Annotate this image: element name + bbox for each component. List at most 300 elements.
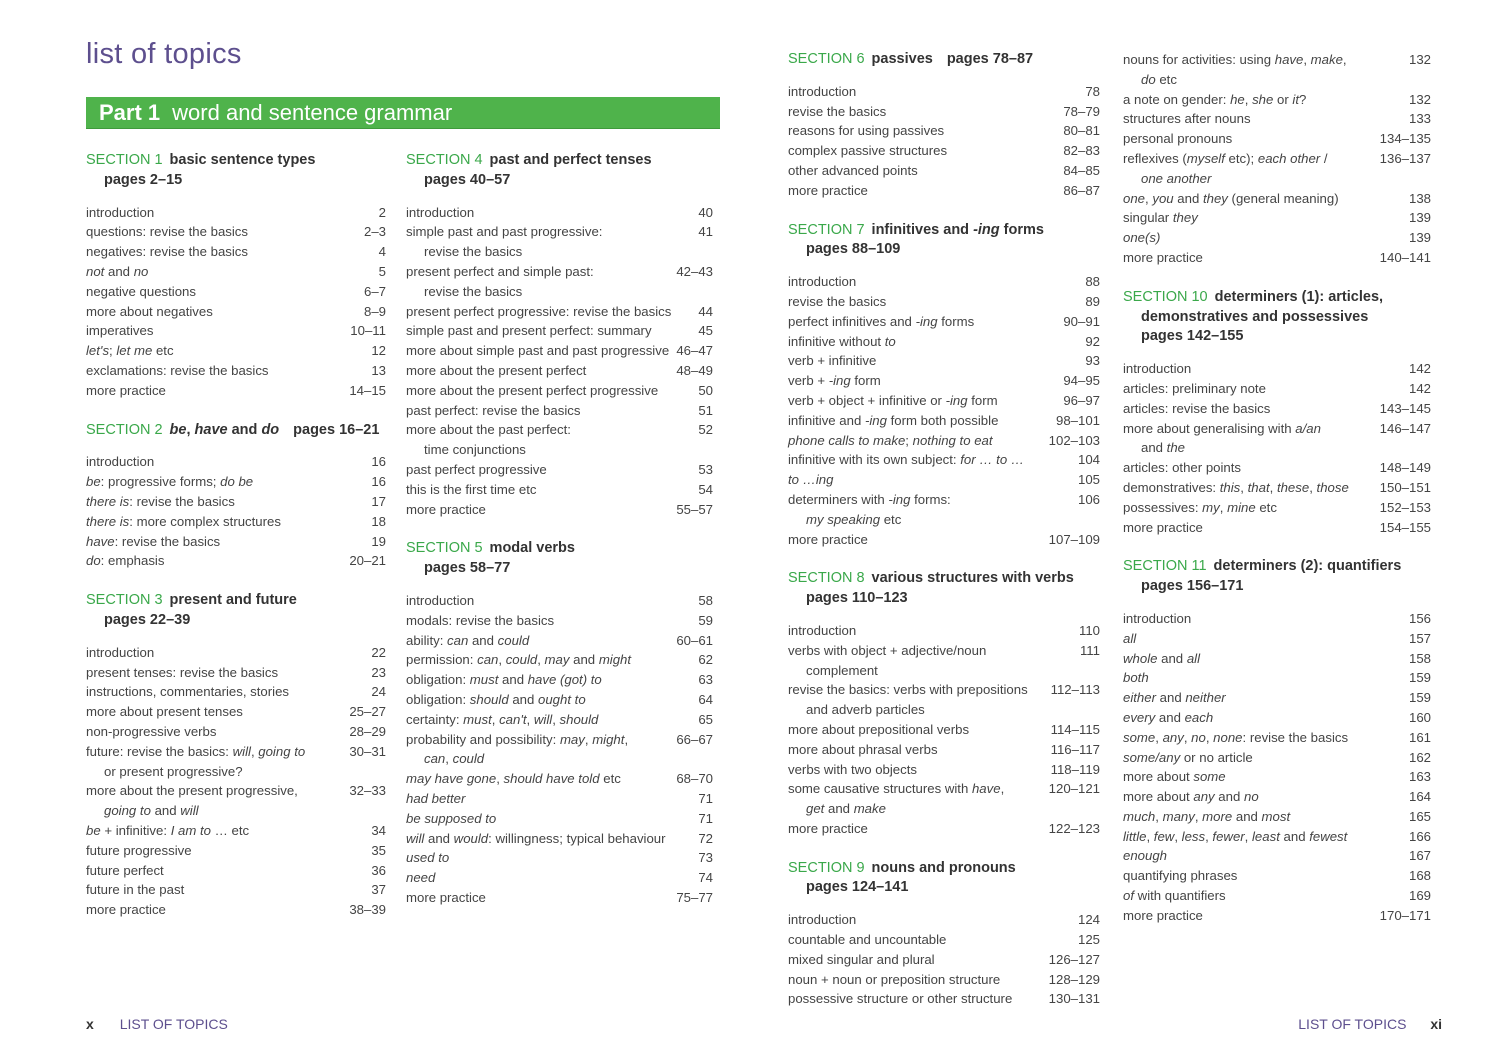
toc-entry (406, 730, 713, 770)
entry-topic: introduction (86, 204, 155, 220)
toc-entry (86, 643, 386, 663)
toc-entry (788, 970, 1100, 990)
toc-column-1 (86, 151, 386, 920)
toc-entry (788, 272, 1100, 292)
entry-page: 36 (371, 862, 386, 878)
entry-page: 52 (698, 422, 713, 438)
entry-page: 12 (371, 343, 386, 359)
page-number-right: xi (1430, 1016, 1442, 1032)
toc-entry (406, 361, 713, 381)
entry-topic: more about the present perfect (406, 362, 587, 378)
toc-entry (788, 989, 1100, 1009)
toc-entry (1123, 518, 1431, 538)
entry-topic: present perfect and simple past: revise the basics (406, 262, 676, 302)
toc-entry (788, 760, 1100, 780)
toc-entry (1123, 807, 1431, 827)
entry-topic: there is: more complex structures (86, 513, 281, 529)
entry-page: 64 (698, 691, 713, 707)
entry-topic: introduction (788, 912, 857, 928)
entry-topic: future progressive (86, 842, 192, 858)
toc-entry (406, 222, 713, 262)
toc-entry (406, 591, 713, 611)
section-title: modal verbs (489, 540, 575, 557)
section-heading (86, 421, 386, 441)
toc-entry (86, 781, 386, 821)
page-title: list of topics (86, 38, 242, 70)
footer-right-label: LIST OF TOPICS (1298, 1016, 1407, 1032)
section-title: be, have and do (169, 421, 280, 438)
toc-section (86, 421, 386, 572)
entry-topic: some causative structures with have, get and make (788, 779, 1049, 819)
entry-topic: introduction (1123, 610, 1192, 626)
entry-topic: demonstratives: this, that, these, those (1123, 479, 1349, 495)
entry-topic: some/any or no article (1123, 749, 1253, 765)
entry-topic: non-progressive verbs (86, 723, 217, 739)
entry-topic: singular they (1123, 210, 1198, 226)
toc-entry (788, 102, 1100, 122)
entry-page: 96–97 (1063, 392, 1100, 408)
entry-topic: introduction (406, 204, 475, 220)
entry-topic: verb + -ing form (788, 373, 881, 389)
section-title: determiners (2): quantifiers (1213, 558, 1402, 575)
section-pages: pages 110–123 (806, 590, 908, 607)
entry-page: 114–115 (1050, 721, 1100, 737)
toc-entry (86, 242, 386, 262)
entry-page: 140–141 (1379, 249, 1431, 265)
section-title: determiners (1): articles, (1214, 288, 1384, 305)
entry-page: 24 (371, 684, 386, 700)
entry-topic: both (1123, 670, 1149, 686)
entry-page: 159 (1408, 690, 1431, 706)
entry-topic: negative questions (86, 283, 196, 299)
entry-topic: one, you and they (general meaning) (1123, 190, 1339, 206)
toc-column-3 (788, 50, 1100, 1009)
entry-topic-continued: revise the basics (424, 244, 523, 260)
toc-entry (86, 341, 386, 361)
entry-page: 46–47 (676, 343, 713, 359)
entry-topic: more about prepositional verbs (788, 721, 970, 737)
entry-page: 89 (1085, 293, 1100, 309)
section-label: SECTION 1 (86, 152, 163, 168)
entry-page: 120–121 (1048, 781, 1100, 797)
entry-topic: questions: revise the basics (86, 224, 248, 240)
toc-entry (406, 789, 713, 809)
toc-entry (788, 530, 1100, 550)
toc-entry (788, 720, 1100, 740)
footer-left-label: LIST OF TOPICS (119, 1016, 228, 1032)
section-label: SECTION 9 (788, 859, 865, 876)
entry-topic: probability and possibility: may, might, can, could (406, 730, 676, 770)
toc-section (788, 569, 1100, 838)
toc-entry (788, 292, 1100, 312)
toc-entry (1123, 248, 1431, 268)
entry-page: 150–151 (1379, 479, 1431, 495)
entry-page: 50 (698, 382, 713, 398)
entry-page: 2–3 (363, 224, 386, 240)
toc-entry (1123, 787, 1431, 807)
toc-entry (788, 819, 1100, 839)
entry-topic: much, many, more and most (1123, 808, 1291, 824)
entry-page: 132 (1408, 91, 1431, 107)
section-pages: pages 124–141 (806, 879, 909, 896)
entry-topic: countable and uncountable (788, 932, 947, 948)
toc-column-2 (406, 151, 713, 908)
entry-page: 138 (1408, 190, 1431, 206)
entry-page: 16 (371, 454, 386, 470)
toc-entry (788, 680, 1100, 720)
entry-topic: more about the present progressive, going to and will (86, 781, 349, 821)
toc-entry (788, 779, 1100, 819)
entry-page: 118–119 (1050, 761, 1100, 777)
toc-entry (406, 460, 713, 480)
entry-page: 84–85 (1063, 162, 1100, 178)
section-title: past and perfect tenses (489, 152, 652, 168)
entry-topic: more practice (86, 902, 166, 918)
toc-entry (788, 141, 1100, 161)
entry-page: 102–103 (1048, 432, 1100, 448)
toc-entry (1123, 478, 1431, 498)
entry-page: 18 (371, 513, 386, 529)
entry-topic: phone calls to make; nothing to eat (788, 432, 993, 448)
toc-entry (406, 710, 713, 730)
toc-entry (1123, 886, 1431, 906)
toc-entry (788, 411, 1100, 431)
toc-entry (788, 82, 1100, 102)
entry-topic: do: emphasis (86, 553, 165, 569)
entry-page: 74 (698, 870, 713, 886)
entry-topic: simple past and past progressive: revise the basics (406, 222, 698, 262)
entry-topic: future in the past (86, 882, 185, 898)
toc-entry (86, 841, 386, 861)
section-label: SECTION 10 (1123, 288, 1208, 305)
toc-entry (1123, 668, 1431, 688)
entry-page: 22 (371, 644, 386, 660)
toc-entry (788, 930, 1100, 950)
toc-entry (788, 391, 1100, 411)
toc-entry (86, 203, 386, 223)
entry-topic-continued: can, could (424, 751, 485, 767)
entry-topic: introduction (788, 274, 857, 290)
entry-topic: simple past and present perfect: summary (406, 323, 652, 339)
entry-page: 59 (698, 612, 713, 628)
toc-entry (788, 181, 1100, 201)
toc-entry (406, 302, 713, 322)
entry-page: 10–11 (350, 323, 386, 339)
toc-entry (1123, 728, 1431, 748)
entry-topic: more about some (1123, 769, 1226, 785)
section-label: SECTION 7 (788, 221, 865, 238)
entry-page: 82–83 (1063, 143, 1100, 159)
toc-entry (406, 500, 713, 520)
toc-entry (86, 321, 386, 341)
entry-page: 80–81 (1063, 123, 1100, 139)
toc-entry (788, 371, 1100, 391)
entry-page: 66–67 (676, 731, 713, 747)
entry-page: 6–7 (363, 283, 386, 299)
entry-page: 35 (371, 842, 386, 858)
section-pages: pages 156–171 (1141, 578, 1244, 595)
toc-entry (1123, 866, 1431, 886)
entry-topic: little, few, less, fewer, least and fewest (1123, 828, 1348, 844)
entry-page: 139 (1408, 230, 1431, 246)
toc-entry (406, 611, 713, 631)
entry-topic: introduction (406, 592, 475, 608)
entry-topic: revise the basics: verbs with prepositions and adverb particles (788, 680, 1051, 720)
entry-page: 143–145 (1379, 400, 1431, 416)
entry-page: 104 (1077, 452, 1100, 468)
entry-topic: future: revise the basics: will, going to or present progressive? (86, 742, 349, 782)
toc-entry (406, 848, 713, 868)
entry-topic: more about generalising with a/an and the (1123, 419, 1380, 459)
section-pages: pages 16–21 (293, 421, 380, 438)
toc-entry (1123, 458, 1431, 478)
section-title: infinitives and -ing forms (871, 221, 1044, 238)
entry-page: 17 (371, 493, 386, 509)
toc-section (788, 221, 1100, 550)
section-heading (788, 221, 1100, 261)
toc-entry (788, 121, 1100, 141)
entry-topic: complex passive structures (788, 143, 948, 159)
toc-entry (788, 312, 1100, 332)
toc-section (1123, 557, 1431, 925)
section-pages: pages 88–109 (806, 241, 901, 258)
entry-page: 16 (371, 474, 386, 490)
entry-page: 112–113 (1050, 682, 1100, 698)
entry-page: 78 (1085, 83, 1100, 99)
entry-topic: may have gone, should have told etc (406, 771, 621, 787)
entry-page: 32–33 (349, 783, 386, 799)
entry-page: 164 (1408, 789, 1431, 805)
entry-page: 40 (698, 204, 713, 220)
entry-topic: whole and all (1123, 650, 1201, 666)
entry-page: 63 (698, 672, 713, 688)
toc-entry (86, 361, 386, 381)
entry-topic: quantifying phrases (1123, 868, 1238, 884)
entry-topic: either and neither (1123, 690, 1226, 706)
toc-entry (406, 829, 713, 849)
entry-page: 8–9 (363, 303, 386, 319)
entry-page: 30–31 (349, 743, 386, 759)
toc-entry (406, 868, 713, 888)
entry-page: 163 (1408, 769, 1431, 785)
section-pages: pages 78–87 (946, 51, 1034, 67)
section-pages: pages 142–155 (1141, 328, 1244, 345)
entry-page: 159 (1408, 670, 1431, 686)
toc-entry (788, 490, 1100, 530)
entry-page: 148–149 (1379, 460, 1431, 476)
toc-entry (1123, 399, 1431, 419)
section-label: SECTION 3 (86, 592, 163, 609)
toc-entry (406, 888, 713, 908)
entry-topic: used to (406, 850, 450, 866)
entry-topic: permission: can, could, may and might (406, 652, 632, 668)
entry-page: 28–29 (349, 723, 386, 739)
entry-topic: more about present tenses (86, 704, 243, 720)
entry-topic: a note on gender: he, she or it? (1123, 91, 1307, 107)
toc-entry (86, 682, 386, 702)
entry-page: 38–39 (349, 902, 386, 918)
entry-topic: perfect infinitives and -ing forms (788, 313, 975, 329)
entry-page: 78–79 (1063, 103, 1100, 119)
entry-page: 34 (371, 822, 386, 838)
toc-section (1123, 50, 1431, 268)
entry-page: 165 (1408, 808, 1431, 824)
entry-topic: articles: other points (1123, 460, 1242, 476)
toc-entry (86, 472, 386, 492)
toc-entry (788, 351, 1100, 371)
entry-page: 98–101 (1055, 412, 1100, 428)
entry-page: 25–27 (349, 704, 386, 720)
entry-page: 60–61 (676, 632, 713, 648)
entry-topic: more about the past perfect: time conjunctions (406, 420, 698, 460)
section-heading (788, 569, 1100, 609)
entry-topic-continued: get and make (806, 801, 886, 817)
toc-entry (406, 341, 713, 361)
entry-topic-continued: going to and will (104, 803, 199, 819)
entry-topic: have: revise the basics (86, 533, 221, 549)
section-heading (788, 50, 1100, 70)
section-title: various structures with verbs (871, 570, 1074, 587)
toc-entry (86, 381, 386, 401)
entry-topic: obligation: must and have (got) to (406, 672, 602, 688)
toc-entry (86, 900, 386, 920)
entry-topic: exclamations: revise the basics (86, 362, 269, 378)
entry-page: 71 (698, 810, 713, 826)
toc-entry (406, 809, 713, 829)
footer-right (1298, 1016, 1442, 1032)
entry-page: 4 (378, 244, 386, 260)
entry-page: 142 (1408, 380, 1431, 396)
entry-topic-continued: and adverb particles (806, 702, 925, 718)
toc-entry (1123, 498, 1431, 518)
toc-section (86, 151, 386, 401)
toc-entry (788, 950, 1100, 970)
entry-topic: more practice (788, 531, 868, 547)
page-number-left: x (86, 1016, 94, 1032)
entry-page: 62 (698, 652, 713, 668)
toc-section (788, 859, 1100, 1010)
section-heading (86, 151, 386, 191)
entry-topic: had better (406, 790, 466, 806)
entry-page: 51 (698, 402, 713, 418)
entry-topic: more about negatives (86, 303, 213, 319)
entry-page: 105 (1077, 472, 1100, 488)
entry-page: 130–131 (1048, 991, 1100, 1007)
toc-entry (1123, 379, 1431, 399)
section-heading (406, 539, 713, 579)
entry-topic: of with quantifiers (1123, 888, 1226, 904)
entry-topic: be: progressive forms; do be (86, 474, 254, 490)
toc-entry (788, 450, 1100, 470)
entry-page: 68–70 (676, 771, 713, 787)
entry-page: 139 (1408, 210, 1431, 226)
entry-topic: enough (1123, 848, 1168, 864)
entry-topic: more practice (788, 182, 868, 198)
entry-topic: obligation: should and ought to (406, 691, 586, 707)
toc-entry (86, 861, 386, 881)
entry-page: 14–15 (349, 382, 386, 398)
entry-page: 152–153 (1379, 499, 1431, 515)
entry-page: 20–21 (349, 553, 386, 569)
entry-topic: more practice (406, 889, 486, 905)
entry-page: 156 (1408, 610, 1431, 626)
entry-page: 154–155 (1379, 519, 1431, 535)
entry-topic: future perfect (86, 862, 164, 878)
entry-page: 124 (1077, 912, 1100, 928)
entry-topic: ability: can and could (406, 632, 530, 648)
entry-page: 133 (1408, 111, 1431, 127)
entry-page: 134–135 (1379, 131, 1431, 147)
toc-entry (1123, 649, 1431, 669)
section-heading (1123, 288, 1431, 347)
entry-topic-continued: do etc (1141, 71, 1177, 87)
entry-page: 19 (371, 533, 386, 549)
toc-entry (406, 321, 713, 341)
entry-topic: more practice (86, 382, 166, 398)
entry-topic: will and would: willingness; typical behaviour (406, 830, 666, 846)
toc-entry (788, 431, 1100, 451)
entry-page: 65 (698, 711, 713, 727)
toc-entry (406, 650, 713, 670)
toc-entry (406, 480, 713, 500)
toc-entry (406, 262, 713, 302)
footer-left (86, 1016, 228, 1032)
section-pages: pages 22–39 (104, 611, 191, 628)
entry-topic: need (406, 870, 436, 886)
entry-page: 157 (1408, 630, 1431, 646)
entry-topic: structures after nouns (1123, 111, 1251, 127)
toc-entry (1123, 688, 1431, 708)
entry-topic: noun + noun or preposition structure (788, 971, 1001, 987)
entry-topic: introduction (86, 644, 155, 660)
toc-entry (406, 420, 713, 460)
section-label: SECTION 5 (406, 540, 483, 557)
entry-topic: present perfect progressive: revise the basics (406, 303, 672, 319)
entry-topic: imperatives (86, 323, 154, 339)
toc-entry (86, 282, 386, 302)
entry-topic: one(s) (1123, 230, 1161, 246)
entry-page: 167 (1408, 848, 1431, 864)
toc-entry (86, 742, 386, 782)
section-heading (406, 151, 713, 191)
entry-page: 92 (1085, 333, 1100, 349)
entry-topic-continued: or present progressive? (104, 763, 243, 779)
entry-topic: more about the present perfect progressive (406, 382, 659, 398)
entry-topic: possessive structure or other structure (788, 991, 1013, 1007)
entry-page: 73 (698, 850, 713, 866)
entry-page: 162 (1408, 749, 1431, 765)
entry-topic-continued: and the (1141, 440, 1186, 456)
section-title: passives (871, 51, 933, 67)
entry-page: 75–77 (676, 889, 713, 905)
part-number: Part 1 (99, 99, 161, 125)
entry-page: 136–137 (1379, 150, 1431, 166)
toc-entry (1123, 708, 1431, 728)
section-pages: pages 40–57 (424, 171, 511, 188)
toc-entry (86, 512, 386, 532)
entry-topic: some, any, no, none: revise the basics (1123, 729, 1349, 745)
toc-entry (1123, 359, 1431, 379)
entry-topic: this is the first time etc (406, 481, 537, 497)
entry-topic: more practice (788, 820, 868, 836)
entry-page: 71 (698, 790, 713, 806)
section-label: SECTION 8 (788, 570, 865, 587)
entry-page: 72 (698, 830, 713, 846)
toc-entry (1123, 906, 1431, 926)
section-heading (1123, 557, 1431, 597)
entry-page: 2 (378, 204, 386, 220)
entry-page: 107–109 (1048, 531, 1100, 547)
